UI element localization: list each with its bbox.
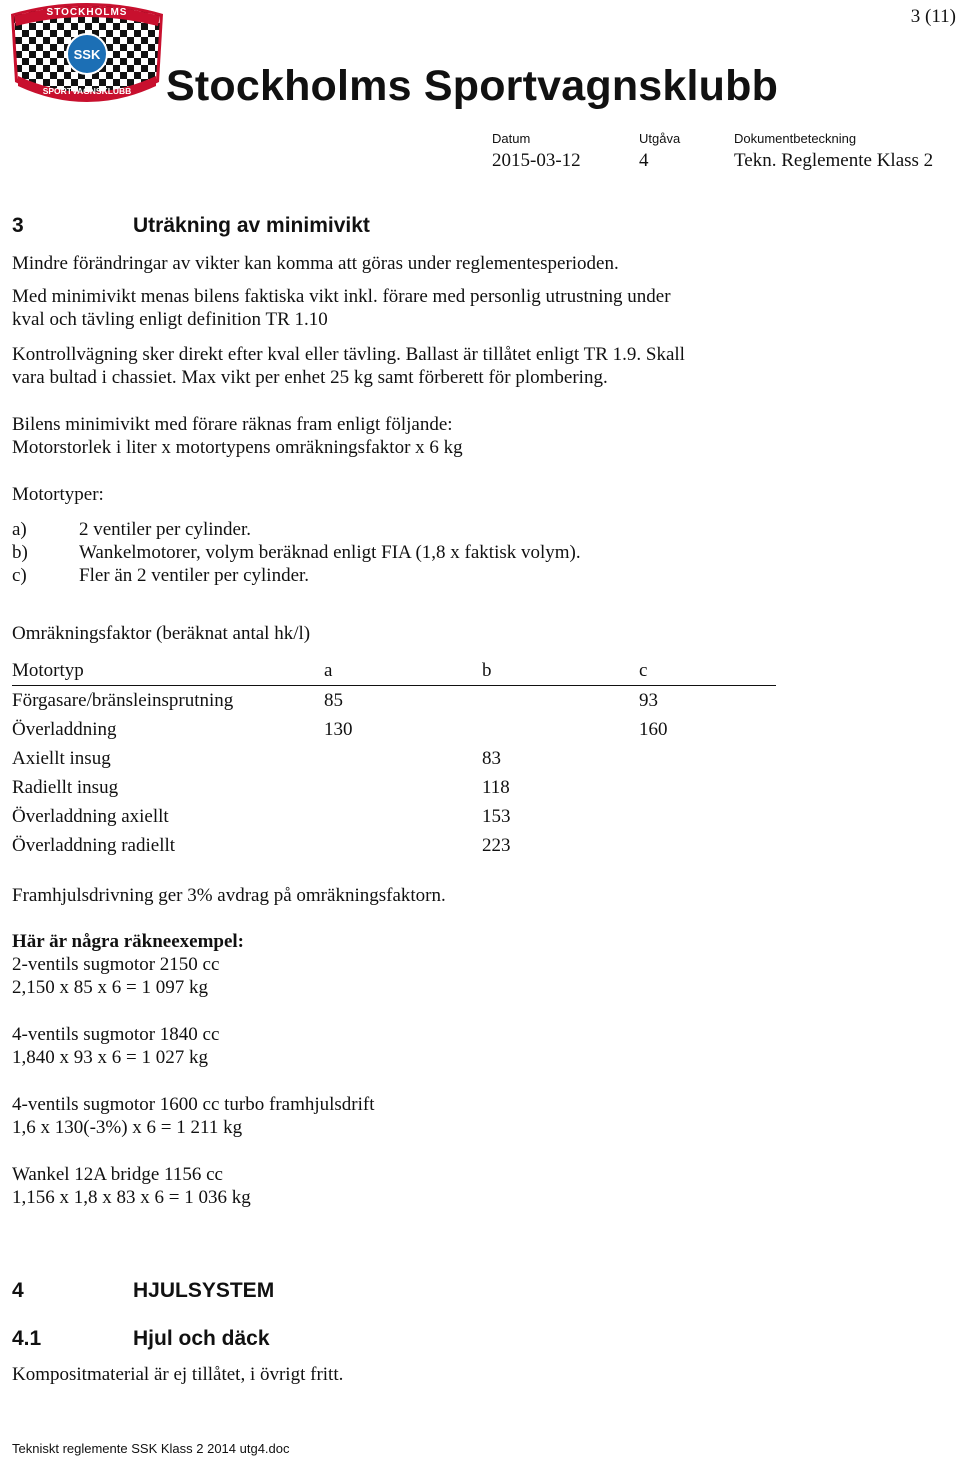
paragraph-changes: Mindre förändringar av vikter kan komma att göras under reglementesperioden.	[12, 253, 619, 274]
table-cell: 93	[639, 689, 658, 711]
table-cell	[482, 686, 639, 716]
table-cell: 85	[324, 689, 343, 711]
example-4-description: Wankel 12A bridge 1156 cc	[12, 1164, 223, 1185]
example-3-description: 4-ventils sugmotor 1600 cc turbo framhjulsdrift	[12, 1094, 375, 1115]
table-row	[12, 744, 776, 773]
table-cell	[639, 773, 776, 802]
section-4-1-title: Hjul och däck	[133, 1327, 270, 1350]
column-header-c: c	[639, 657, 776, 686]
logo-monogram: SSK	[73, 47, 101, 62]
section-4-number: 4	[12, 1279, 24, 1302]
paragraph-formula-line2: Motorstorlek i liter x motortypens omräkningsfaktor x 6 kg	[12, 437, 463, 458]
table-cell: 160	[639, 718, 668, 740]
example-4-calculation: 1,156 x 1,8 x 83 x 6 = 1 036 kg	[12, 1187, 251, 1208]
table-cell	[324, 744, 482, 773]
table-cell: Radiellt insug	[12, 776, 119, 798]
conversion-factor-table	[12, 657, 776, 860]
footer-document-name: Tekniskt reglemente SSK Klass 2 2014 utg4.doc	[12, 1441, 290, 1456]
table-cell: Överladdning axiellt	[12, 805, 169, 827]
table-cell: 223	[482, 834, 511, 856]
engine-type-text-a: 2 ventiler per cylinder.	[79, 519, 251, 540]
table-cell: Axiellt insug	[12, 747, 111, 769]
table-row	[12, 773, 776, 802]
example-2-calculation: 1,840 x 93 x 6 = 1 027 kg	[12, 1047, 208, 1068]
table-cell: 118	[482, 776, 510, 798]
table-cell: Förgasare/bränsleinsprutning	[12, 689, 234, 711]
page-number: 3 (11)	[910, 6, 956, 27]
table-row	[12, 686, 776, 716]
logo-text-bottom: SPORTVAGNSKLUBB	[42, 86, 132, 96]
column-header-a: a	[324, 657, 482, 686]
section-4-1-text: Kompositmaterial är ej tillåtet, i övrigt fritt.	[12, 1364, 344, 1385]
engine-type-key-b: b)	[12, 542, 28, 563]
table-cell	[639, 802, 776, 831]
edition-value: 4	[639, 150, 649, 171]
engine-type-key-a: a)	[12, 519, 27, 540]
section-4-title: HJULSYSTEM	[133, 1279, 275, 1302]
section-3-title: Uträkning av minimivikt	[133, 214, 370, 237]
engine-type-text-c: Fler än 2 ventiler per cylinder.	[79, 565, 310, 586]
section-4-1-number: 4.1	[12, 1327, 42, 1350]
table-cell	[324, 802, 482, 831]
table-cell	[639, 831, 776, 860]
document-value: Tekn. Reglemente Klass 2	[734, 150, 934, 171]
example-3-calculation: 1,6 x 130(-3%) x 6 = 1 211 kg	[12, 1117, 243, 1138]
table-cell	[324, 831, 482, 860]
front-wheel-drive-note: Framhjulsdrivning ger 3% avdrag på omräkningsfaktorn.	[12, 885, 446, 906]
engine-types-label: Motortyper:	[12, 484, 104, 505]
table-row	[12, 715, 776, 744]
column-header-engine-type: Motortyp	[12, 657, 324, 686]
table-cell: 153	[482, 805, 511, 827]
club-logo	[8, 2, 166, 106]
engine-type-text-b: Wankelmotorer, volym beräknad enligt FIA (1,8 x faktisk volym).	[79, 542, 581, 563]
table-cell: 83	[482, 747, 501, 769]
paragraph-formula-line1: Bilens minimivikt med förare räknas fram enligt följande:	[12, 414, 453, 435]
example-1-description: 2-ventils sugmotor 2150 cc	[12, 954, 220, 975]
paragraph-weighing-line2: vara bultad i chassiet. Max vikt per enhet 25 kg samt förberett för plombering.	[12, 367, 608, 388]
paragraph-definition-line2: kval och tävling enligt definition TR 1.10	[12, 309, 328, 330]
table-cell: 130	[324, 718, 353, 740]
table-row	[12, 802, 776, 831]
date-value: 2015-03-12	[492, 150, 581, 171]
table-cell: Överladdning radiellt	[12, 834, 176, 856]
paragraph-definition-line1: Med minimivikt menas bilens faktiska vikt inkl. förare med personlig utrustning under	[12, 286, 671, 307]
paragraph-weighing-line1: Kontrollvägning sker direkt efter kval eller tävling. Ballast är tillåtet enligt TR 1.9. Skall	[12, 344, 685, 365]
example-1-calculation: 2,150 x 85 x 6 = 1 097 kg	[12, 977, 208, 998]
table-cell	[639, 744, 776, 773]
table-cell	[324, 773, 482, 802]
examples-heading: Här är några räkneexempel:	[12, 931, 245, 952]
date-label: Datum	[492, 131, 531, 146]
logo-text-top: STOCKHOLMS	[46, 7, 128, 18]
table-caption: Omräkningsfaktor (beräknat antal hk/l)	[12, 623, 311, 644]
organization-name: Stockholms Sportvagnsklubb	[166, 62, 779, 110]
edition-label: Utgåva	[639, 131, 681, 146]
example-2-description: 4-ventils sugmotor 1840 cc	[12, 1024, 220, 1045]
column-header-b: b	[482, 657, 639, 686]
table-header-row	[12, 657, 776, 686]
table-row	[12, 831, 776, 860]
section-3-number: 3	[12, 214, 24, 237]
table-cell: Överladdning	[12, 718, 117, 740]
table-cell	[482, 715, 639, 744]
engine-type-key-c: c)	[12, 565, 27, 586]
document-label: Dokumentbeteckning	[734, 131, 857, 146]
